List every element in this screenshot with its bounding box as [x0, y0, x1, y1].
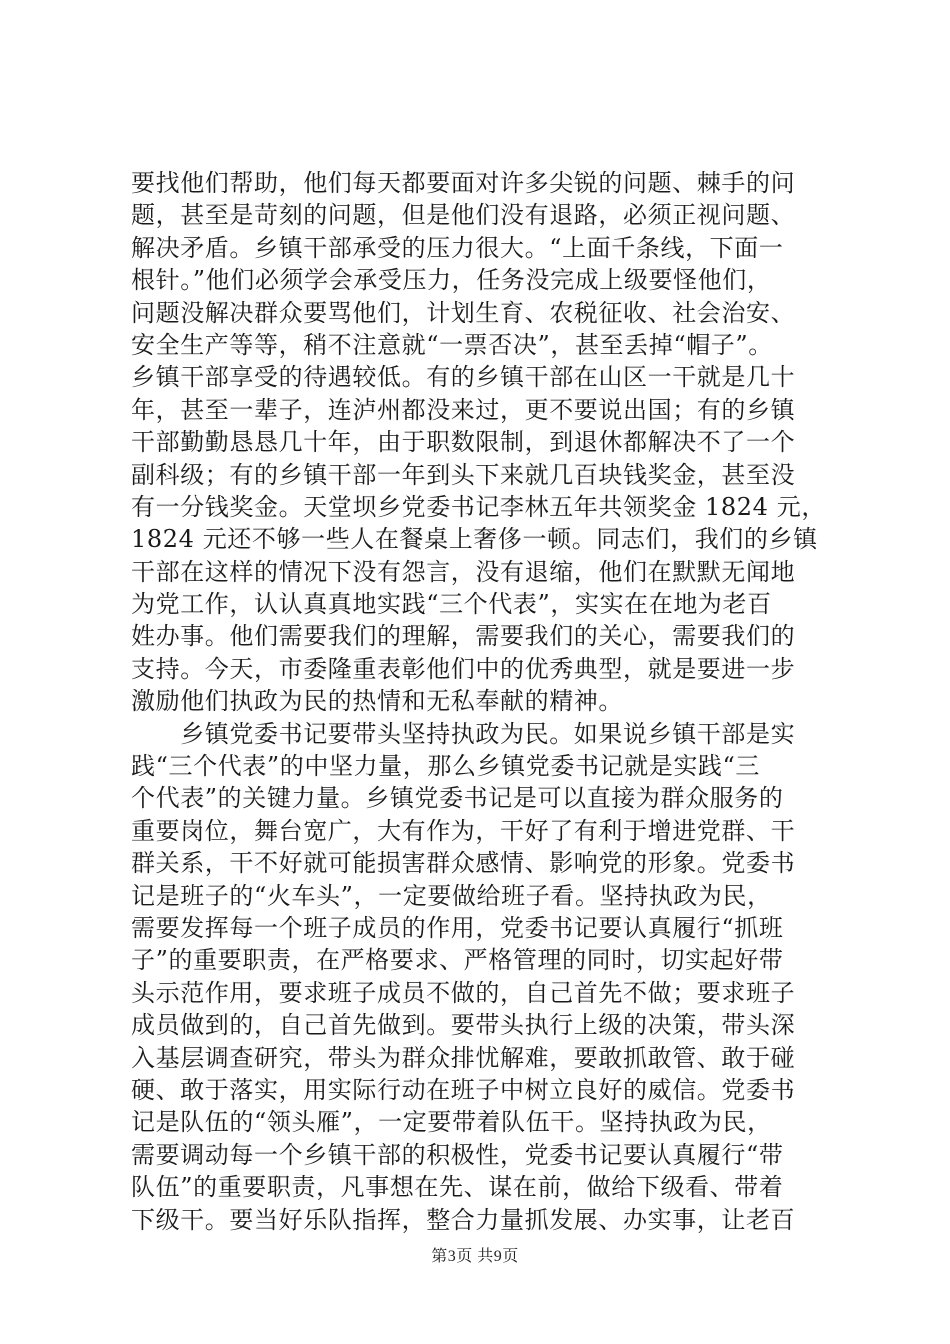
text-line: 子”的重要职责，在严格要求、严格管理的同时，切实起好带 — [131, 946, 784, 975]
text-line: 根针。”他们必须学会承受压力，任务没完成上级要怪他们， — [131, 266, 772, 295]
text-line: 重要岗位，舞台宽广，大有作为，干好了有利于增进党群、干 — [131, 816, 796, 845]
text-line: 记是班子的“火车头”，一定要做给班子看。坚持执政为民， — [131, 881, 772, 910]
text-line: 干部勤勤恳恳几十年，由于职数限制，到退休都解决不了一个 — [131, 428, 796, 457]
text-line: 为党工作，认认真真地实践“三个代表”，实实在在地为老百 — [131, 590, 772, 619]
text-line: 入基层调查研究，带头为群众排忧解难，要敢抓敢管、敢于碰 — [131, 1043, 796, 1072]
text-line: 副科级；有的乡镇干部一年到头下来就几百块钱奖金，甚至没 — [131, 460, 796, 489]
text-line: 支持。今天，市委隆重表彰他们中的优秀典型，就是要进一步 — [131, 654, 796, 683]
text-line: 年，甚至一辈子，连泸州都没来过，更不要说出国；有的乡镇 — [131, 395, 796, 424]
text-line: 成员做到的，自己首先做到。要带头执行上级的决策，带头深 — [131, 1011, 796, 1040]
text-line: 需要发挥每一个班子成员的作用，党委书记要认真履行“抓班 — [131, 913, 784, 942]
text-line: 乡镇党委书记要带头坚持执政为民。如果说乡镇干部是实 — [131, 719, 796, 748]
text-line: 践“三个代表”的中坚力量，那么乡镇党委书记就是实践“三 — [131, 752, 761, 781]
page-footer: 第3页 共9页 — [431, 1248, 519, 1265]
text-line: 激励他们执政为民的热情和无私奉献的精神。 — [131, 687, 623, 716]
text-line: 个代表”的关键力量。乡镇党委书记是可以直接为群众服务的 — [131, 784, 784, 813]
text-line: 需要调动每一个乡镇干部的积极性，党委书记要认真履行“带 — [131, 1140, 784, 1169]
text-line: 乡镇干部享受的待遇较低。有的乡镇干部在山区一干就是几十 — [131, 363, 796, 392]
text-line: 有一分钱奖金。天堂坝乡党委书记李林五年共领奖金 1824 元， — [131, 492, 826, 521]
text-line: 1824 元还不够一些人在餐桌上奢侈一顿。同志们，我们的乡镇 — [131, 525, 818, 554]
text-line: 姓办事。他们需要我们的理解，需要我们的关心，需要我们的 — [131, 622, 796, 651]
body-text — [131, 167, 831, 1236]
text-line: 干部在这样的情况下没有怨言，没有退缩，他们在默默无闻地 — [131, 557, 796, 586]
text-line: 队伍”的重要职责，凡事想在先、谋在前，做给下级看、带着 — [131, 1173, 784, 1202]
text-line: 安全生产等等，稍不注意就“一票否决”，甚至丢掉“帽子”。 — [131, 330, 773, 359]
text-line: 题，甚至是苛刻的问题，但是他们没有退路，必须正视问题、 — [131, 201, 796, 230]
text-line: 解决矛盾。乡镇干部承受的压力很大。“上面千条线，下面一 — [131, 233, 784, 262]
text-line: 头示范作用，要求班子成员不做的，自己首先不做；要求班子 — [131, 978, 796, 1007]
text-line: 群关系，干不好就可能损害群众感情、影响党的形象。党委书 — [131, 849, 796, 878]
text-line: 下级干。要当好乐队指挥，整合力量抓发展、办实事，让老百 — [131, 1205, 796, 1234]
text-line: 问题没解决群众要骂他们，计划生育、农税征收、社会治安、 — [131, 298, 796, 327]
text-line: 硬、敢于落实，用实际行动在班子中树立良好的威信。党委书 — [131, 1075, 796, 1104]
text-line: 要找他们帮助，他们每天都要面对许多尖锐的问题、棘手的问 — [131, 169, 796, 197]
text-line: 记是队伍的“领头雁”，一定要带着队伍干。坚持执政为民， — [131, 1108, 772, 1137]
